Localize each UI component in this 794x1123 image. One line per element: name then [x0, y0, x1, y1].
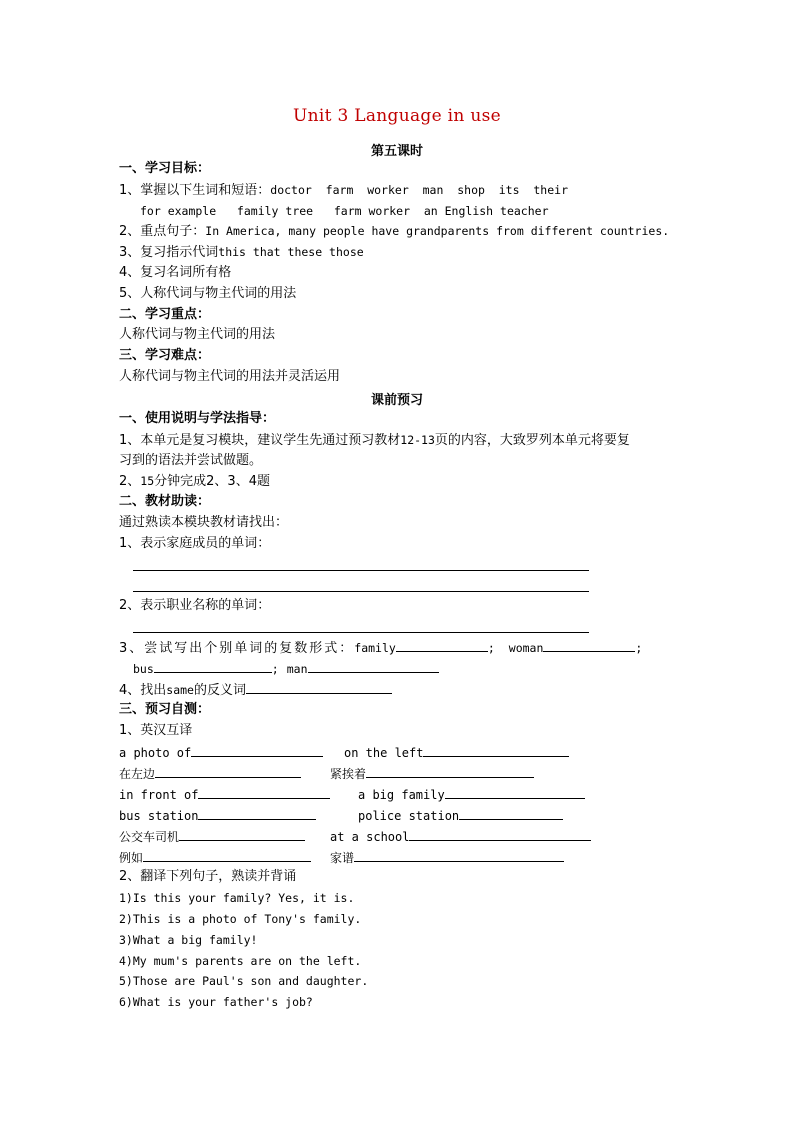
translate-term: 紧挨着 — [330, 767, 367, 781]
question-3-cont — [133, 659, 439, 679]
blank-woman-plural[interactable] — [543, 638, 635, 652]
translate-term: 家谱 — [330, 851, 355, 865]
objective-2-text: In America, many people have grandparents from different countries. — [205, 224, 670, 238]
translate-item — [358, 785, 585, 804]
keypoints-text: 人称代词与物主代词的用法 — [119, 327, 276, 342]
translate-blank[interactable] — [459, 806, 563, 820]
objective-1-words: doctor farm worker man shop its their — [270, 183, 568, 197]
question-3-woman: woman — [508, 641, 544, 655]
guide-item-1-cont: 习到的语法并尝试做题。 — [119, 453, 263, 468]
question-4-tail: 的反义词 — [193, 683, 246, 698]
objective-2-label: 2、重点句子： — [119, 224, 206, 239]
translate-item — [119, 806, 316, 825]
answer-line-1b[interactable] — [133, 591, 589, 592]
guide-item-2-num: 2、 — [119, 474, 141, 489]
guide-item-2-minutes: 15 — [140, 474, 155, 488]
guide-item-2-numbers: 2、3、4 — [206, 474, 257, 489]
question-3-man: man — [286, 662, 308, 676]
translate-term: on the left — [344, 746, 424, 760]
question-3-sep-c: ; — [271, 662, 279, 676]
sentence-item: 1)Is this your family? Yes, it is. — [119, 891, 355, 905]
translate-term: bus station — [119, 809, 199, 823]
translate-item — [330, 827, 591, 846]
translate-blank[interactable] — [354, 848, 564, 862]
guide-item-1 — [119, 431, 630, 450]
translate-term: at a school — [330, 830, 410, 844]
translate-blank[interactable] — [179, 827, 305, 841]
question-3-bus: bus — [133, 662, 154, 676]
guide-item-1-text-a: 1、本单元是复习模块，建议学生先通过预习教材 — [119, 433, 401, 448]
objective-3-label: 3、复习指示代词 — [119, 245, 219, 260]
reading-intro: 通过熟读本模块教材请找出： — [119, 515, 289, 530]
objective-1-phrases: for example family tree farm worker an English teacher — [140, 204, 549, 218]
question-4-word: same — [166, 683, 194, 697]
keypoints-heading: 二、学习重点： — [119, 307, 211, 322]
selftest-heading: 三、预习自测： — [119, 702, 211, 717]
translate-blank[interactable] — [366, 764, 534, 778]
translate-term: 例如 — [119, 851, 144, 865]
question-1: 1、表示家庭成员的单词： — [119, 536, 271, 551]
objective-3-text: this that these those — [218, 245, 364, 259]
objective-item-5: 5、人称代词与物主代词的用法 — [119, 286, 297, 301]
preview-section-title: 课前预习 — [370, 393, 423, 408]
translate-blank[interactable] — [423, 743, 569, 757]
translate-item — [119, 764, 301, 783]
blank-family-plural[interactable] — [396, 638, 488, 652]
question-4 — [119, 680, 392, 700]
question-3 — [119, 638, 642, 658]
objective-1-label: 1、掌握以下生词和短语： — [119, 183, 271, 198]
translate-blank[interactable] — [155, 764, 301, 778]
answer-line-2[interactable] — [133, 632, 589, 633]
translate-item — [119, 827, 305, 846]
translate-term: 在左边 — [119, 767, 156, 781]
translate-term: a photo of — [119, 746, 192, 760]
sentence-item: 4)My mum's parents are on the left. — [119, 954, 362, 968]
page-title: Unit 3 Language in use — [293, 106, 501, 126]
question-3-family: family — [354, 641, 396, 655]
translate-blank[interactable] — [409, 827, 591, 841]
blank-bus-plural[interactable] — [154, 659, 272, 673]
sentence-item: 5)Those are Paul's son and daughter. — [119, 974, 369, 988]
translate-item — [330, 764, 534, 783]
guide-heading: 一、使用说明与学法指导： — [119, 411, 276, 426]
guide-item-2-text-b: 分钟完成 — [154, 474, 207, 489]
question-3-sep-a: ; — [487, 641, 495, 655]
translate-item — [119, 848, 311, 867]
answer-line-1a[interactable] — [133, 570, 589, 571]
translate-item — [119, 743, 323, 762]
translate-term: police station — [358, 809, 460, 823]
guide-item-2-text-c: 题 — [256, 474, 270, 489]
guide-item-1-pages: 12-13 — [400, 433, 435, 447]
difficulties-heading: 三、学习难点： — [119, 348, 211, 363]
translate-heading: 1、英汉互译 — [119, 723, 193, 738]
sentences-heading: 2、翻译下列句子，熟读并背诵 — [119, 869, 297, 884]
blank-man-plural[interactable] — [308, 659, 439, 673]
sentence-item: 6)What is your father's job? — [119, 995, 313, 1009]
translate-term: 公交车司机 — [119, 830, 180, 844]
translate-blank[interactable] — [191, 743, 323, 757]
question-2: 2、表示职业名称的单词： — [119, 598, 271, 613]
guide-item-1-text-b: 页的内容，大致罗列本单元将要复 — [434, 433, 630, 448]
objective-item-4: 4、复习名词所有格 — [119, 265, 232, 280]
lesson-subtitle: 第五课时 — [370, 144, 423, 159]
translate-item — [344, 743, 569, 762]
translate-blank[interactable] — [198, 806, 316, 820]
sentence-item: 2)This is a photo of Tony's family. — [119, 912, 362, 926]
translate-blank[interactable] — [143, 848, 311, 862]
translate-item — [119, 785, 330, 804]
reading-heading: 二、教材助读： — [119, 494, 211, 509]
objective-item-3 — [119, 243, 364, 262]
blank-antonym[interactable] — [246, 680, 392, 694]
translate-blank[interactable] — [445, 785, 585, 799]
translate-term: a big family — [358, 788, 445, 802]
objectives-heading: 一、学习目标： — [119, 161, 211, 176]
objective-item-1 — [119, 181, 568, 200]
translate-term: in front of — [119, 788, 199, 802]
guide-item-2 — [119, 472, 270, 491]
translate-item — [330, 848, 564, 867]
sentence-item: 3)What a big family! — [119, 933, 258, 947]
question-3-sep-b: ; — [635, 641, 643, 655]
question-3-label: 3、尝试写出个别单词的复数形式： — [119, 641, 355, 656]
translate-blank[interactable] — [198, 785, 330, 799]
translate-item — [358, 806, 563, 825]
question-4-label: 4、找出 — [119, 683, 167, 698]
difficulties-text: 人称代词与物主代词的用法并灵活运用 — [119, 369, 341, 384]
objective-item-2 — [119, 222, 669, 241]
